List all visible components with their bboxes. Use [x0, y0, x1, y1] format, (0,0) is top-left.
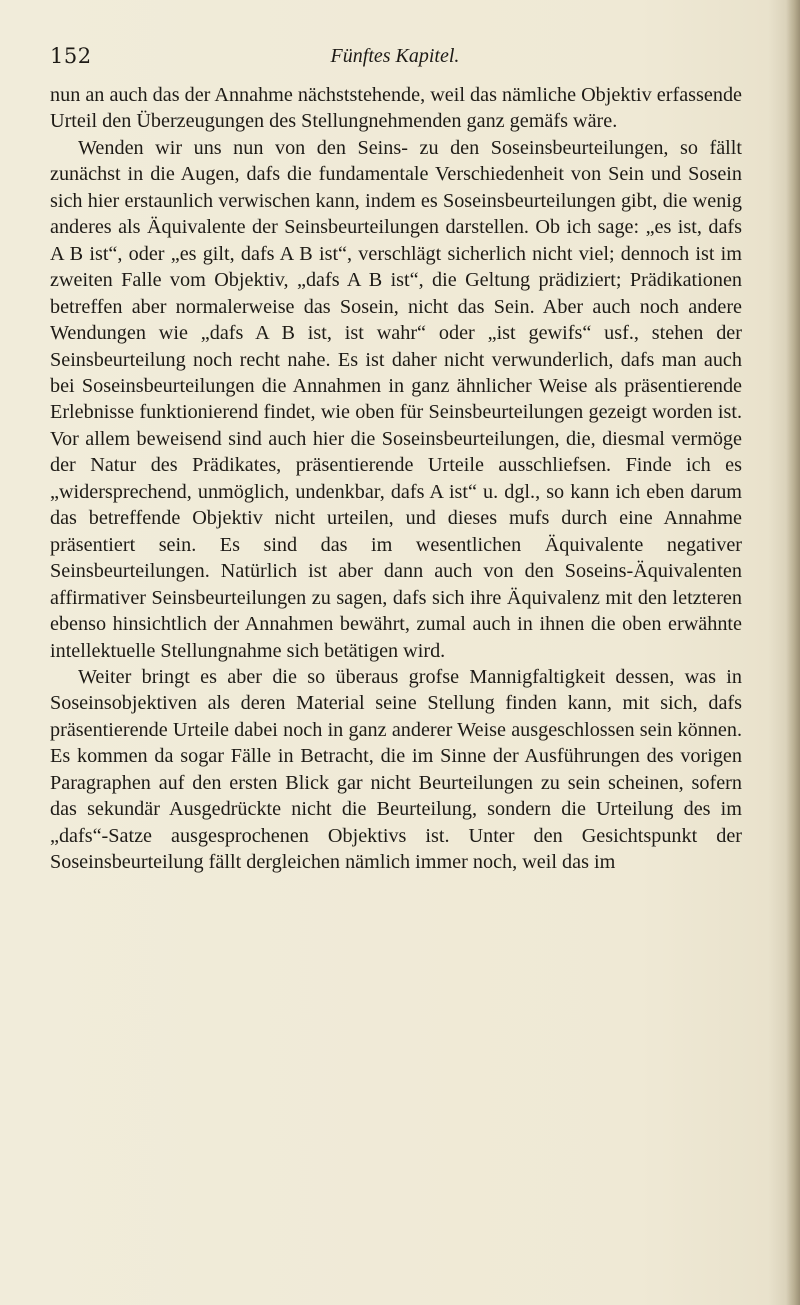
page-binding-shadow [786, 0, 800, 1305]
paragraph-continuation: nun an auch das der Annahme nächststehende, weil das nämliche Objektiv erfassende Urteil den Überzeugungen des Stellungnehmenden ganz gemäfs wäre. [50, 84, 742, 133]
paragraph: Wenden wir uns nun von den Seins- zu den Soseinsbeurteilungen, so fällt zunächst in die Augen, dafs die fundamentale Verschiedenheit von Sein und Sosein sich hier erstaunlich verwischen kann, indem es Soseinsbeurteilungen gibt, die wenig anderes als Äquivalente der Seinsbeurteilungen darstellen. Ob ich sage: „es ist, dafs A B ist“, oder „es gilt, dafs A B ist“, verschlägt sicherlich nicht viel; dennoch ist im zweiten Falle vom Objektiv, „dafs A B ist“, die Geltung prädiziert; Prädikationen betreffen aber normalerweise das Sosein, nicht das Sein. Aber auch noch andere Wendungen wie „dafs A B ist, ist wahr“ oder „ist gewifs“ usf., stehen der Seinsbeurteilung noch recht nahe. Es ist daher nicht verwunderlich, dafs man auch bei Soseinsbeurteilungen die Annahmen in ganz ähnlicher Weise als präsentierende Erlebnisse funktionierend findet, wie oben für Seinsbeurteilungen gezeigt worden ist. Vor allem beweisend sind auch hier die Soseinsbeurteilungen, die, diesmal vermöge der Natur des Prädikates, präsentierende Urteile ausschliefsen. Finde ich es „widersprechend, unmöglich, undenkbar, dafs A ist“ u. dgl., so kann ich eben darum das betreffende Objektiv nicht urteilen, und dieses mufs durch eine Annahme präsentiert sein. Es sind das im wesentlichen Äquivalente negativer Seinsbeurteilungen. Natürlich ist aber dann auch von den Soseins-Äquivalenten affirmativer Seinsbeurteilungen zu sagen, dafs sich ihre Äquivalenz mit den letzteren ebenso hinsichtlich der Annahmen bewährt, zumal auch in ihnen die oben erwähnte intellektuelle Stellungnahme sich betätigen wird. [50, 136, 742, 662]
body-text [50, 82, 742, 876]
page-number: 152 [50, 44, 92, 68]
running-head [50, 44, 740, 76]
running-title: Fünftes Kapitel. [330, 45, 460, 67]
paragraph: Weiter bringt es aber die so überaus grofse Mannigfaltigkeit dessen, was in Soseinsobjektiven als deren Material seine Stellung finden kann, mit sich, dafs präsentierende Urteile dabei noch in ganz anderer Weise ausgeschlossen sein können. Es kommen da sogar Fälle in Betracht, die im Sinne der Ausführungen des vorigen Paragraphen auf den ersten Blick gar nicht Beurteilungen zu sein scheinen, sofern das sekundär Ausgedrückte nicht die Beurteilung, sondern die Urteilung des im „dafs“-Satze ausgesprochenen Objektivs ist. Unter den Gesichtspunkt der Soseinsbeurteilung fällt dergleichen nämlich immer noch, weil das im [50, 665, 742, 874]
